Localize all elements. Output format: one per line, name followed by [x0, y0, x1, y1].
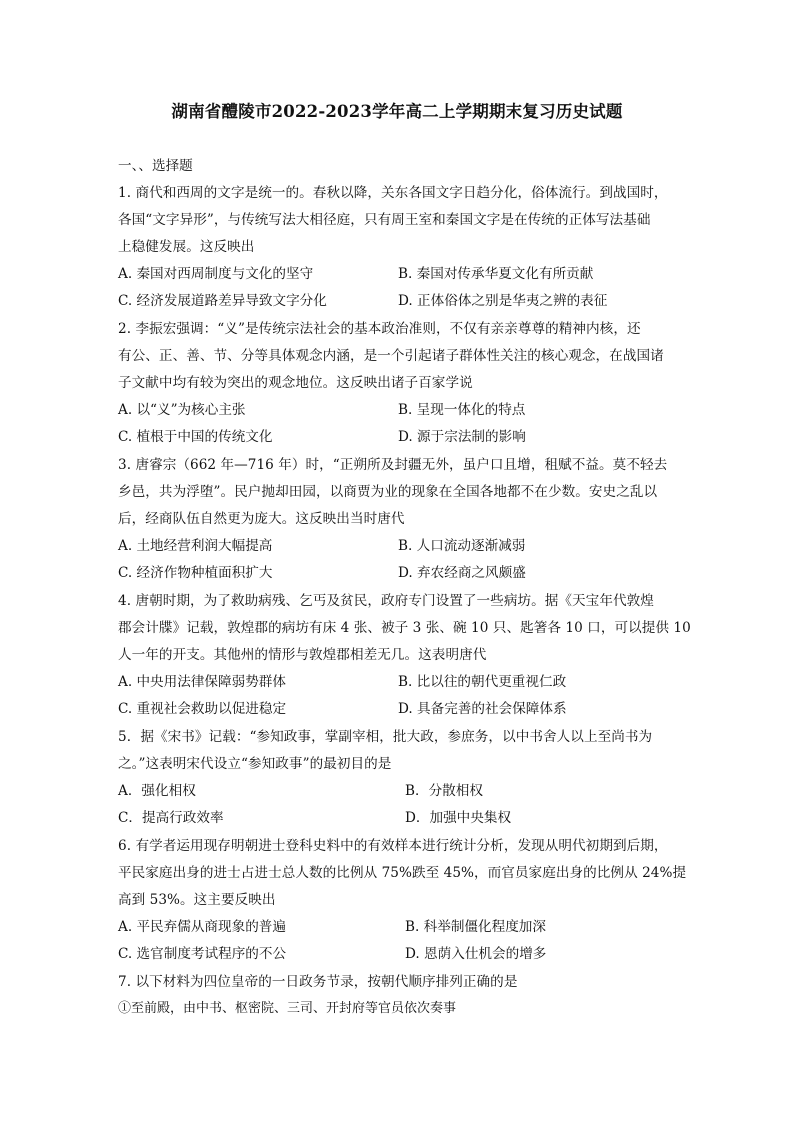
q5-option-c: C．提高行政效率 — [118, 810, 224, 826]
q5-stem-line-2: 之。”这表明宋代设立“参知政事”的最初目的是 — [118, 756, 392, 772]
q1-option-b: B. 秦国对传承华夏文化有所贡献 — [398, 266, 594, 282]
q7-material-item-1: ①至前殿，由中书、枢密院、三司、开封府等官员依次奏事 — [118, 1001, 457, 1016]
q3-option-d: D. 弃农经商之风颇盛 — [398, 565, 526, 581]
q5-option-b: B．分散相权 — [405, 783, 483, 799]
q2-option-b: B. 呈现一体化的特点 — [398, 402, 526, 418]
q2-stem-line-1: 2. 李振宏强调：“义”是传统宗法社会的基本政治准则，不仅有亲亲尊尊的精神内核，还 — [118, 321, 641, 337]
q5-option-d: D．加强中央集权 — [405, 810, 512, 826]
q4-option-d: D. 具备完善的社会保障体系 — [398, 701, 567, 717]
q3-stem-line-2: 乡邑，共为浮堕”。民户抛却田园，以商贾为业的现象在全国各地都不在少数。安史之乱以 — [118, 484, 658, 500]
q4-stem-line-2: 郡会计牒》记载，敦煌郡的病坊有床 4 张、被子 3 张、碗 10 只、匙箸各 10 口，可以提供 10 — [118, 620, 691, 636]
q6-stem-line-3: 高到 53%。这主要反映出 — [118, 892, 276, 908]
q4-stem-line-1: 4. 唐朝时期，为了救助病残、乞丐及贫民，政府专门设置了一些病坊。据《天宝年代敦煌 — [118, 593, 654, 609]
q3-stem-line-3: 后，经商队伍自然更为庞大。这反映出当时唐代 — [118, 511, 405, 527]
q2-stem-line-2: 有公、正、善、节、分等具体观念内涵，是一个引起诸子群体性关注的核心观念，在战国诸 — [118, 348, 664, 364]
q2-option-a: A. 以“义”为核心主张 — [118, 402, 246, 418]
q6-option-c: C. 选官制度考试程序的不公 — [118, 946, 287, 962]
q4-option-b: B. 比以往的朝代更重视仁政 — [398, 674, 567, 690]
q2-option-d: D. 源于宗法制的影响 — [398, 429, 526, 445]
q1-stem-line-2: 各国“文字异形”，与传统写法大相径庭，只有周王室和秦国文字是在传统的正体写法基础 — [118, 212, 651, 228]
q4-option-c: C. 重视社会救助以促进稳定 — [118, 701, 287, 717]
q4-stem-line-3: 人一年的开支。其他州的情形与敦煌郡相差无几。这表明唐代 — [118, 647, 487, 663]
q6-option-a: A. 平民弃儒从商现象的普遍 — [118, 919, 286, 935]
q2-stem-line-3: 子文献中均有较为突出的观念地位。这反映出诸子百家学说 — [118, 375, 473, 391]
q5-option-a: A．强化相权 — [118, 783, 196, 799]
q6-stem-line-2: 平民家庭出身的进士占进士总人数的比例从 75%跌至 45%，而官员家庭出身的比例从 24%提 — [118, 865, 687, 881]
q1-option-d: D. 正体俗体之别是华夷之辨的表征 — [398, 293, 608, 309]
q1-stem-line-1: 1. 商代和西周的文字是统一的。春秋以降，关东各国文字日趋分化，俗体流行。到战国时， — [118, 185, 668, 201]
q1-option-c: C. 经济发展道路差异导致文字分化 — [118, 293, 327, 309]
q1-stem-line-3: 上稳健发展。这反映出 — [118, 239, 255, 255]
q6-stem-line-1: 6. 有学者运用现存明朝进士登科史料中的有效样本进行统计分析，发现从明代初期到后期， — [118, 838, 668, 854]
q6-option-b: B. 科举制僵化程度加深 — [405, 919, 546, 935]
q3-option-b: B. 人口流动逐渐减弱 — [398, 538, 526, 554]
page-title: 湖南省醴陵市2022-2023学年高二上学期期末复习历史试题 — [171, 102, 623, 121]
q4-option-a: A. 中央用法律保障弱势群体 — [118, 674, 286, 690]
q3-option-c: C. 经济作物种植面积扩大 — [118, 565, 273, 581]
q3-option-a: A. 土地经营利润大幅提高 — [118, 538, 273, 554]
q3-stem-line-1: 3. 唐睿宗（662 年—716 年）时，“正朔所及封疆无外，虽户口且增，租赋不益。莫不轻去 — [118, 457, 668, 473]
q1-option-a: A. 秦国对西周制度与文化的坚守 — [118, 266, 314, 282]
q2-option-c: C. 植根于中国的传统文化 — [118, 429, 273, 445]
q6-option-d: D. 恩荫入仕机会的增多 — [405, 946, 547, 962]
q7-stem-line-1: 7. 以下材料为四位皇帝的一日政务节录，按朝代顺序排列正确的是 — [118, 974, 518, 990]
q5-stem-line-1: 5．据《宋书》记载：“参知政事，掌副宰相，批大政，参庶务，以中书舍人以上至尚书为 — [118, 729, 653, 745]
section-heading: 一、、选择题 — [118, 158, 193, 174]
